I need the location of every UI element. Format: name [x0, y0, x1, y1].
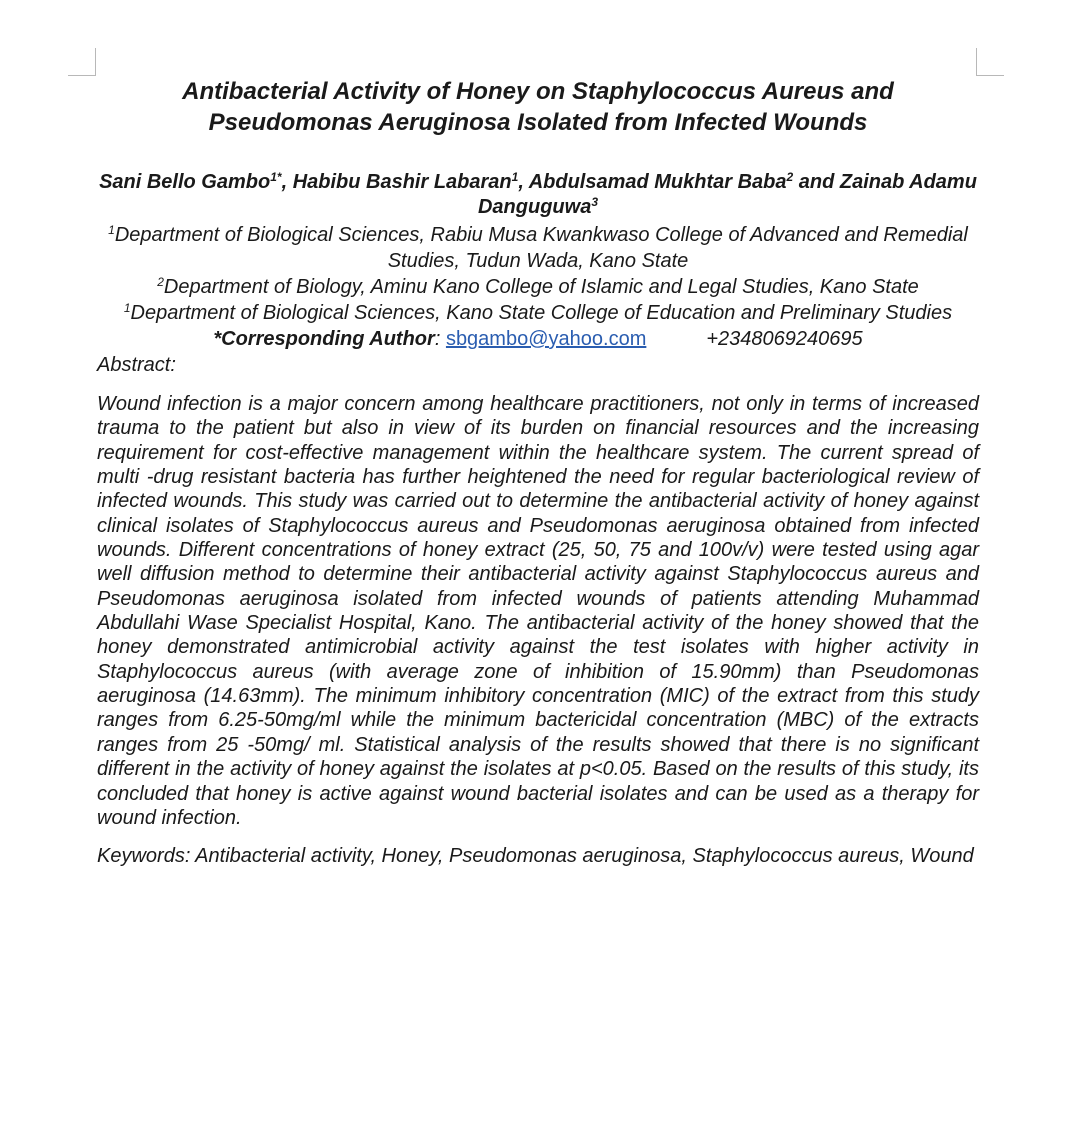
author-name: Habibu Bashir Labaran [292, 171, 512, 193]
affiliation-superscript: 1 [108, 222, 115, 237]
crop-mark-top-left [68, 48, 96, 76]
affiliation-item [97, 300, 979, 326]
author-superscript: 1 [511, 169, 519, 184]
author-list: Sani Bello Gambo$^{1*}$, Habibu Bashir Labaran$^1$, Abdulsamad Mukhtar Baba$^2$ and Zainab Adamu Danguguwa$^3$ [99, 169, 977, 218]
keywords: Keywords: Antibacterial activity, Honey, Pseudomonas aeruginosa, Staphylococcus aureus, Wound [97, 845, 974, 868]
corresponding-email-link[interactable]: sbgambo@yahoo.com [445, 328, 647, 350]
affiliation-superscript: 1 [123, 300, 131, 315]
corresponding-phone: +2348069240695 [706, 328, 863, 350]
affiliations [97, 222, 979, 326]
affiliation-text: Department of Biological Sciences, Kano State College of Education and Preliminary Studies [130, 302, 953, 324]
abstract-body: Wound infection is a major concern among healthcare practitioners, not only in terms of increased trauma to the patient but also in view of its burden on financial resources and the increasing requirement for cost-effective management within the healthcare system. The current spread of multi -drug resistant bacteria has further heightened the need for regular bacteriological review of infected wounds. This study was carried out to determine the antibacterial activity of honey against clinical isolates of Staphylococcus aureus and Pseudomonas aeruginosa obtained from infected wounds. Different concentrations of honey extract (25, 50, 75 and 100v/v) were tested using agar well diffusion method to determine their antibacterial activity against Staphylococcus aureus and Pseudomonas aeruginosa isolated from infected wounds of patients attending Muhammad Abdullahi Wase Specialist Hospital, Kano. The antibacterial activity of the honey showed that the honey demonstrated antimicrobial activity against the test isolates with higher activity in Staphylococcus aureus (with average zone of inhibition of 15.90mm) than Pseudomonas aeruginosa (14.63mm). The minimum inhibitory concentration (MIC) of the extract from this study ranges from 6.25-50mg/ml while the minimum bactericidal concentration (MBC) of the extracts ranges from 25 -50mg/ ml. Statistical analysis of the results showed that there is no significant different in the activity of honey against the isolates at p<0.05. Based on the results of this study, its concluded that honey is active against wound bacterial isolates and can be used as a therapy for wound infection. [97, 393, 979, 829]
crop-mark-top-right [976, 48, 1004, 76]
corresponding-label: *Corresponding Author [213, 328, 435, 350]
author-superscript: 1* [270, 169, 282, 184]
author-superscript: 2 [786, 169, 794, 184]
affiliation-item [97, 222, 979, 274]
affiliation-text: Department of Biology, Aminu Kano College of Islamic and Legal Studies, Kano State [163, 276, 919, 298]
author-name: Sani Bello Gambo [99, 171, 271, 193]
affiliation-superscript: 2 [157, 274, 164, 289]
affiliation-item [97, 274, 979, 300]
corresponding-author: *Corresponding Author: sbgambo@yahoo.com +2348069240695 [213, 328, 863, 350]
abstract-heading: Abstract: [97, 354, 176, 376]
paper-title: Antibacterial Activity of Honey on Staphylococcus Aureus and Pseudomonas Aeruginosa Isolated from Infected Wounds [182, 78, 894, 136]
author-superscript: 3 [591, 194, 599, 209]
affiliation-text: Department of Biological Sciences, Rabiu Musa Kwankwaso College of Advanced and Remedial Studies, Tudun Wada, Kano State [114, 224, 968, 272]
paper-content [97, 76, 979, 868]
author-name: Zainab Adamu Danguguwa [477, 171, 977, 218]
author-name: Abdulsamad Mukhtar Baba [528, 171, 787, 193]
